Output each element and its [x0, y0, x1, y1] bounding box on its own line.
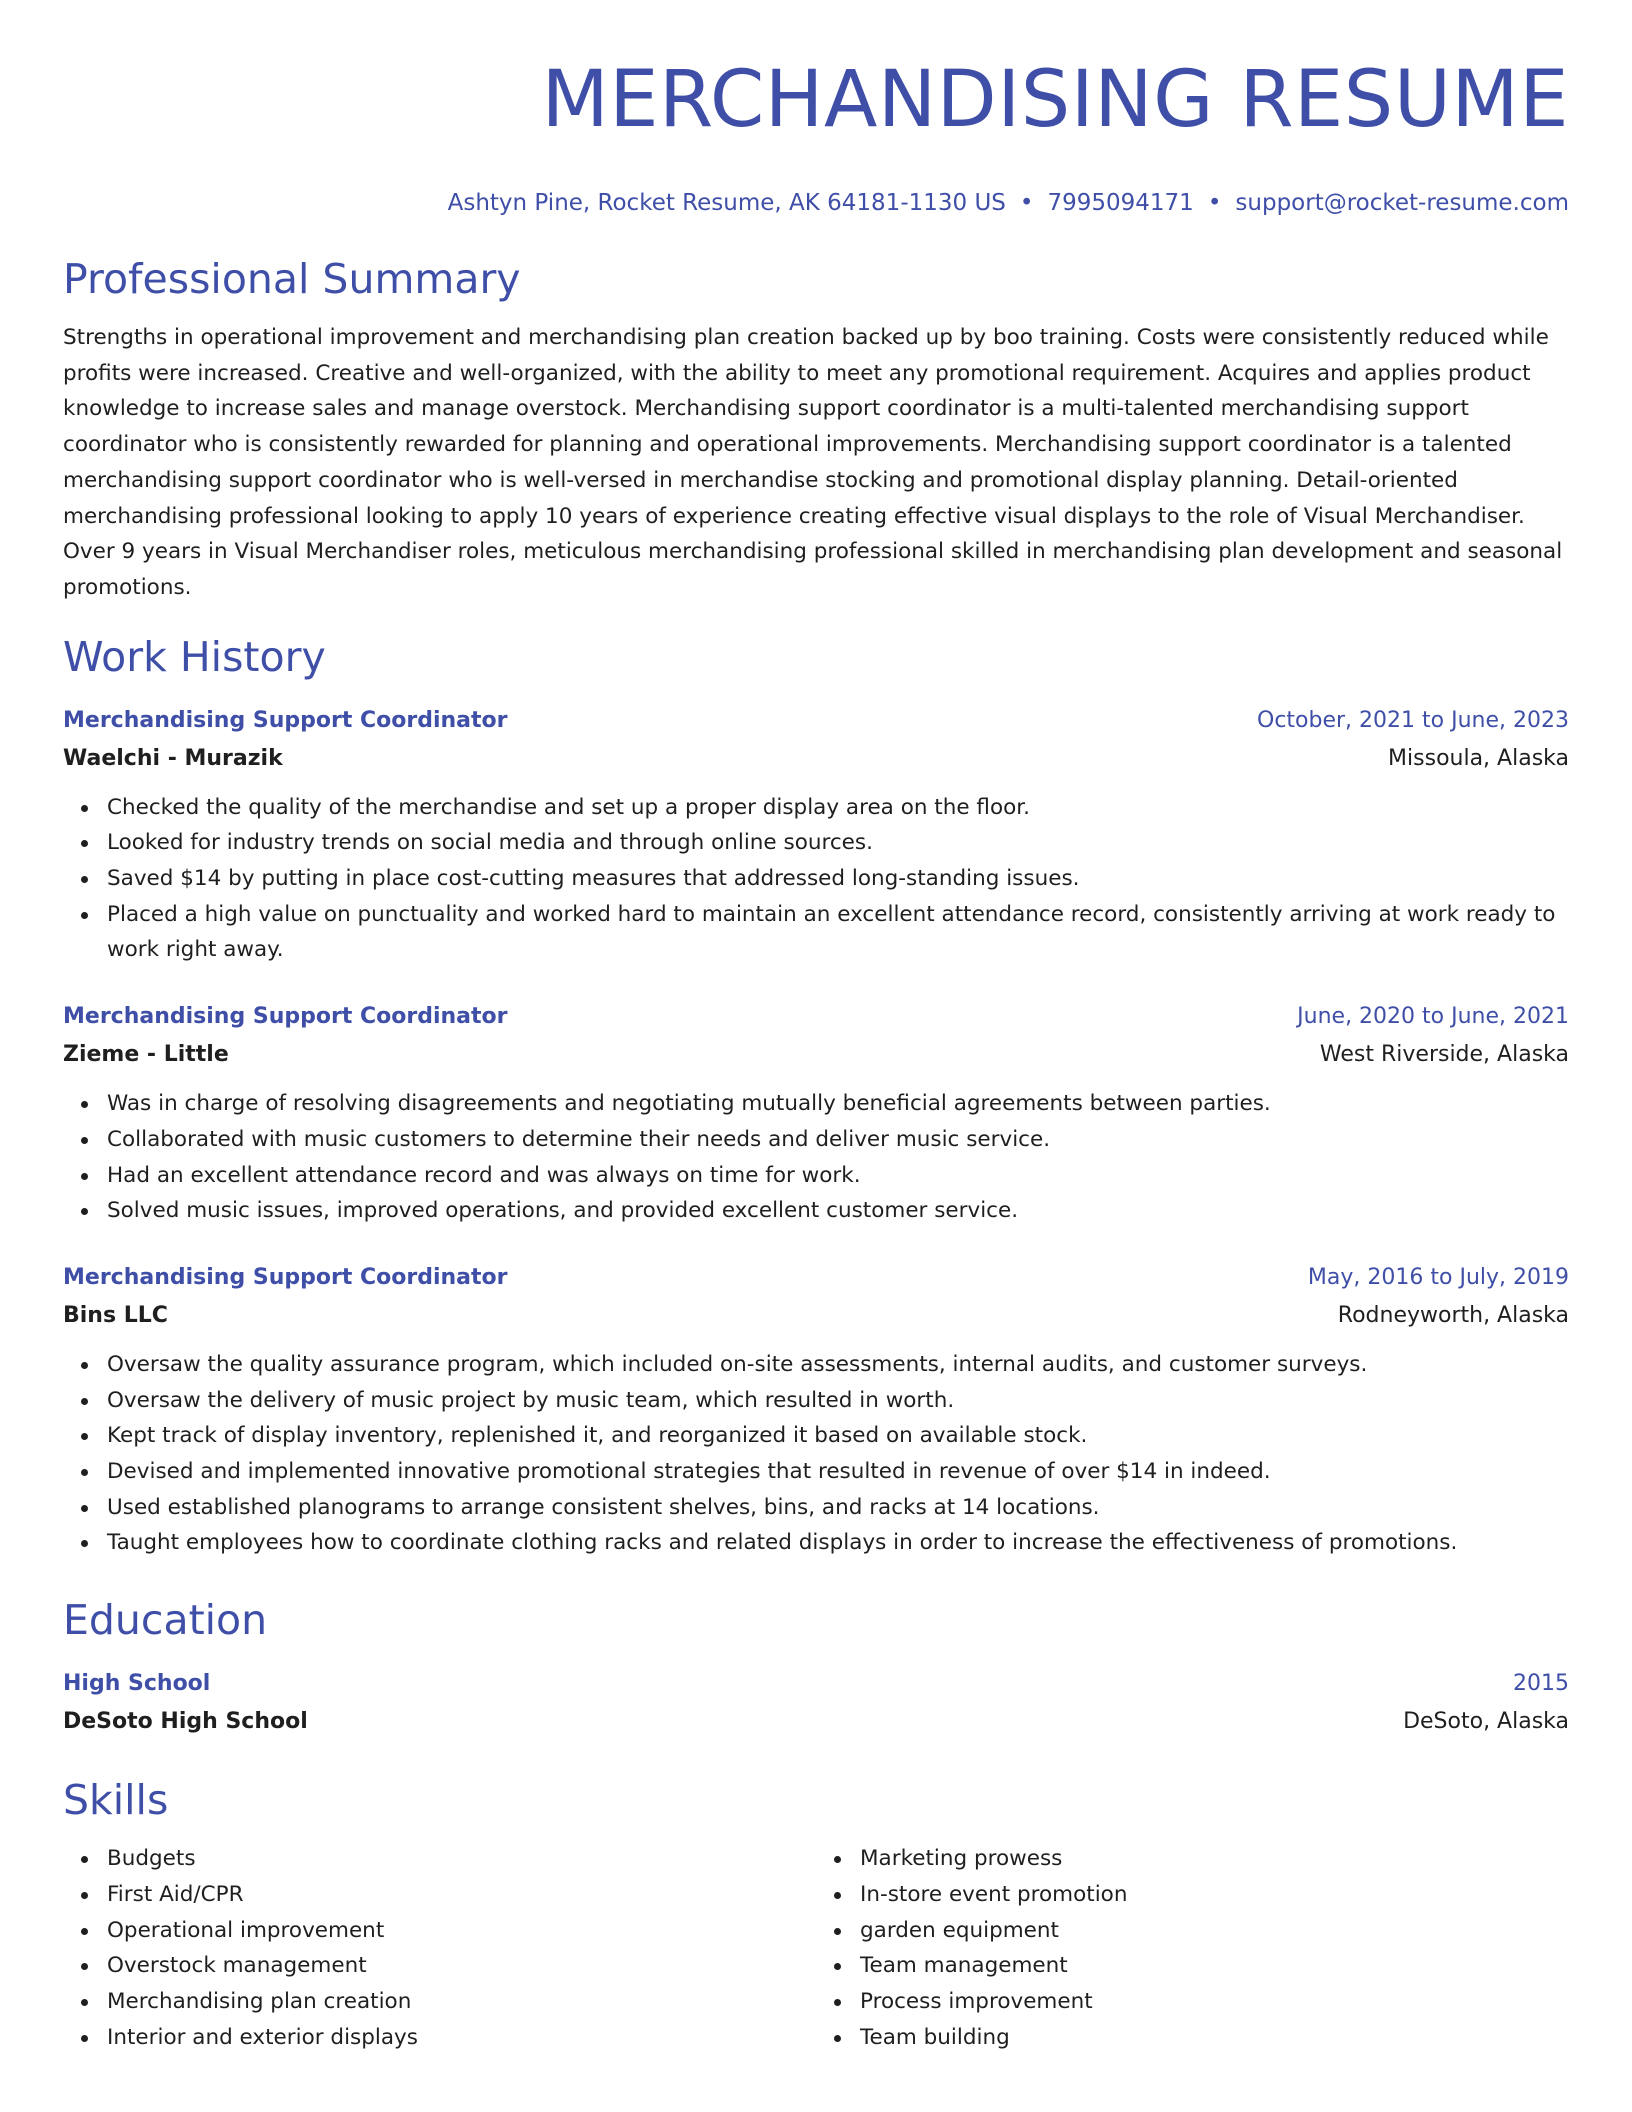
skill-item: Process improvement: [860, 1984, 1569, 2020]
resume-header: [63, 52, 1569, 218]
education-section: [63, 1595, 1569, 1741]
skill-item: Interior and exterior displays: [107, 2020, 816, 2056]
skill-item: Merchandising plan creation: [107, 1984, 816, 2020]
job-entry: [63, 1259, 1569, 1561]
contact-email: support@rocket-resume.com: [1235, 190, 1569, 216]
job-bullet: Taught employees how to coordinate clothing racks and related displays in order to increase the effectiveness of promotions.: [107, 1525, 1569, 1561]
job-bullet: Oversaw the quality assurance program, which included on-site assessments, internal audits, and customer surveys.: [107, 1347, 1569, 1383]
section-heading-summary: Professional Summary: [63, 255, 521, 303]
contact-address: Ashtyn Pine, Rocket Resume, AK 64181-1130 US: [447, 190, 1006, 216]
work-history-section: [63, 632, 1569, 1562]
resume-title: MERCHANDISING RESUME: [541, 55, 1569, 145]
job-title-row: [63, 702, 1569, 740]
job-bullets: [63, 1086, 1569, 1229]
skill-item: Operational improvement: [107, 1913, 816, 1949]
job-bullet: Had an excellent attendance record and was always on time for work.: [107, 1158, 1569, 1194]
job-bullet: Placed a high value on punctuality and worked hard to maintain an excellent attendance record, consistently arriving at work ready to work right away.: [107, 897, 1569, 968]
job-entry: [63, 702, 1569, 969]
education-school-row: [63, 1703, 1569, 1741]
job-bullet: Looked for industry trends on social media and through online sources.: [107, 825, 1569, 861]
skills-list-right: [816, 1841, 1569, 2055]
job-company: Zieme - Little: [63, 1042, 229, 1068]
skill-item: Budgets: [107, 1841, 816, 1877]
job-dates: May, 2016 to July, 2019: [1307, 1264, 1569, 1290]
job-bullet: Checked the quality of the merchandise and set up a proper display area on the floor.: [107, 790, 1569, 826]
skills-list-left: [63, 1841, 816, 2055]
job-location: Missoula, Alaska: [1388, 745, 1569, 771]
job-bullet: Solved music issues, improved operations, and provided excellent customer service.: [107, 1193, 1569, 1229]
contact-separator: •: [1207, 190, 1222, 216]
education-entry: [63, 1665, 1569, 1741]
education-year: 2015: [1513, 1671, 1569, 1697]
job-bullet: Kept track of display inventory, replenished it, and reorganized it based on available stock.: [107, 1418, 1569, 1454]
job-bullets: [63, 790, 1569, 969]
contact-phone: 7995094171: [1047, 190, 1194, 216]
education-location: DeSoto, Alaska: [1403, 1709, 1569, 1735]
contact-separator: •: [1019, 190, 1034, 216]
skill-item: In-store event promotion: [860, 1877, 1569, 1913]
education-degree: High School: [63, 1671, 211, 1697]
job-bullet: Collaborated with music customers to determine their needs and deliver music service.: [107, 1122, 1569, 1158]
skills-section: [63, 1775, 1569, 2055]
job-title-row: [63, 1259, 1569, 1297]
job-bullet: Devised and implemented innovative promotional strategies that resulted in revenue of over $14 in indeed.: [107, 1454, 1569, 1490]
job-role: Merchandising Support Coordinator: [63, 1004, 508, 1030]
education-school: DeSoto High School: [63, 1709, 308, 1735]
skill-item: Team management: [860, 1948, 1569, 1984]
job-title-row: [63, 998, 1569, 1036]
job-role: Merchandising Support Coordinator: [63, 1264, 508, 1290]
job-bullets: [63, 1347, 1569, 1561]
job-company-row: [63, 740, 1569, 778]
skill-item: garden equipment: [860, 1913, 1569, 1949]
skill-item: First Aid/CPR: [107, 1877, 816, 1913]
education-degree-row: [63, 1665, 1569, 1703]
job-entry: [63, 998, 1569, 1229]
skill-item: Marketing prowess: [860, 1841, 1569, 1877]
job-company-row: [63, 1297, 1569, 1335]
job-company-row: [63, 1036, 1569, 1074]
job-bullet: Was in charge of resolving disagreements and negotiating mutually beneficial agreements between parties.: [107, 1086, 1569, 1122]
contact-line: [63, 188, 1569, 218]
job-location: Rodneyworth, Alaska: [1337, 1302, 1569, 1328]
section-heading-education: Education: [63, 1596, 268, 1645]
job-bullet: Saved $14 by putting in place cost-cutting measures that addressed long-standing issues.: [107, 861, 1569, 897]
job-location: West Riverside, Alaska: [1319, 1042, 1569, 1068]
job-dates: June, 2020 to June, 2021: [1297, 1004, 1569, 1030]
skill-item: Team building: [860, 2020, 1569, 2056]
job-role: Merchandising Support Coordinator: [63, 707, 508, 733]
job-company: Bins LLC: [63, 1302, 168, 1328]
professional-summary-section: [63, 254, 1569, 606]
skills-columns: [63, 1841, 1569, 2055]
skill-item: Overstock management: [107, 1948, 816, 1984]
job-company: Waelchi - Murazik: [63, 745, 283, 771]
job-bullet: Used established planograms to arrange consistent shelves, bins, and racks at 14 locations.: [107, 1490, 1569, 1526]
job-bullet: Oversaw the delivery of music project by music team, which resulted in worth.: [107, 1383, 1569, 1419]
summary-text: Strengths in operational improvement and merchandising plan creation backed up by boo training. Costs were consistently reduced while profits were increased. Creative and well-organized, with the ability to meet any promotional requirement. Acquires and applies product knowledge to increase sales and manage overstock. Merchandising support coordinator is a multi-talented merchandising support coordinator who is consistently rewarded for planning and operational improvements. Merchandising support coordinator is a talented merchandising support coordinator who is well-versed in merchandise stocking and promotional display planning. Detail-oriented merchandising professional looking to apply 10 years of experience creating effective visual displays to the role of Visual Merchandiser. Over 9 years in Visual Merchandiser roles, meticulous merchandising professional skilled in merchandising plan development and seasonal promotions.: [63, 325, 1563, 600]
job-dates: October, 2021 to June, 2023: [1257, 707, 1569, 733]
section-heading-work-history: Work History: [63, 632, 326, 681]
section-heading-skills: Skills: [63, 1776, 169, 1825]
